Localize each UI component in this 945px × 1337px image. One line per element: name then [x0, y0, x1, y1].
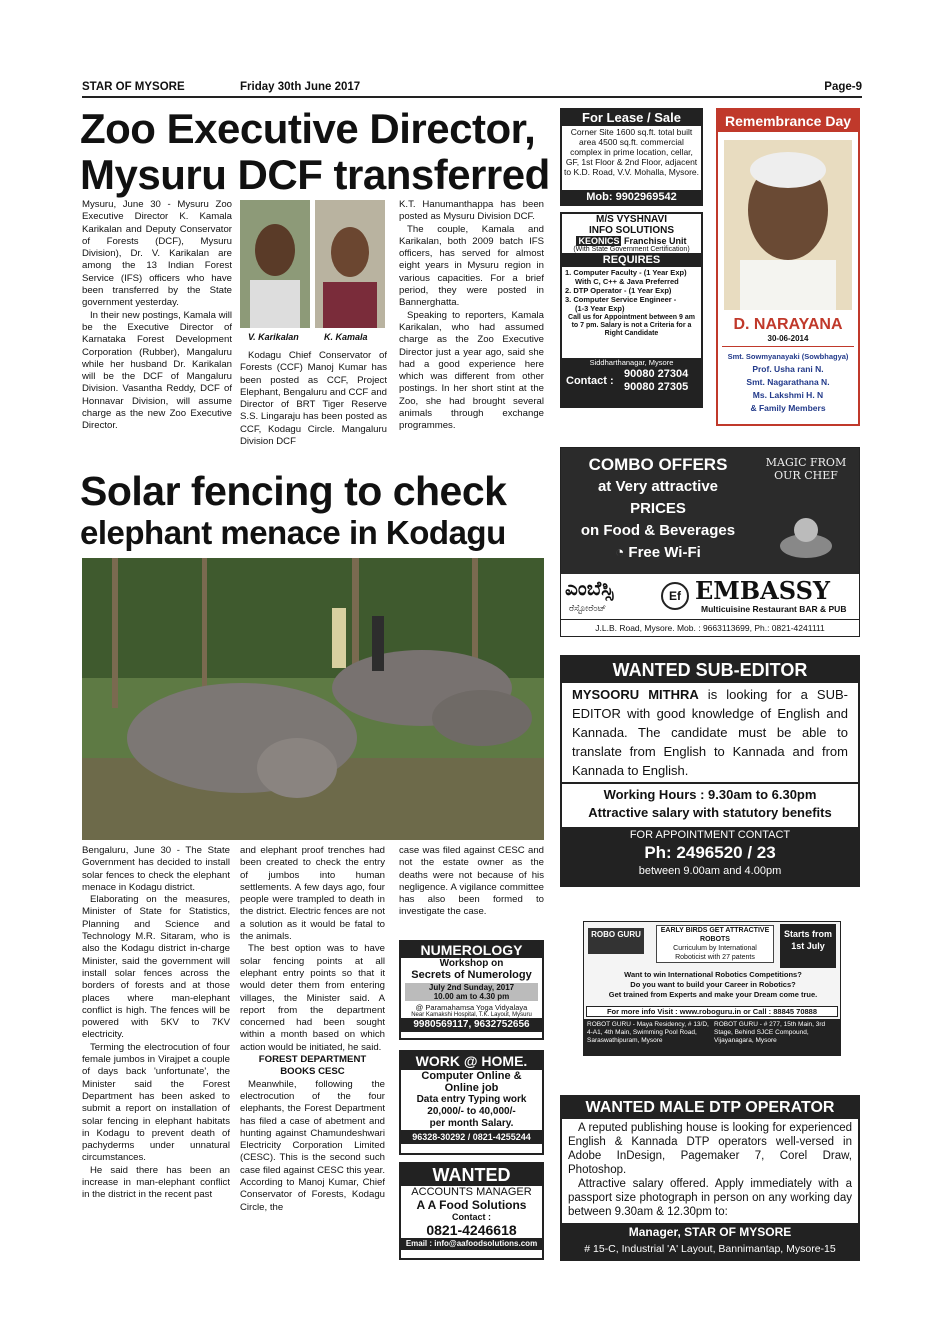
family-member: & Family Members: [750, 403, 826, 413]
headline-line: elephant menace in Kodagu: [80, 514, 506, 551]
ad-text: FOR APPOINTMENT CONTACT: [629, 829, 791, 841]
ad-phone: 90080 27305: [624, 381, 689, 393]
ad-numerology: [399, 940, 544, 1040]
ad-item: 3. Computer Service Engineer -: [565, 295, 677, 304]
ad-text: per month Salary.: [429, 1118, 514, 1129]
ad-text: Get trained from Experts and make your Dream come true.: [608, 990, 818, 999]
ad-title: For Lease / Sale: [562, 110, 701, 126]
family-member: Smt. Nagarathana N.: [746, 377, 830, 387]
ad-title: WANTED MALE DTP OPERATOR: [562, 1097, 858, 1119]
ad-title: WANTED SUB-EDITOR: [562, 657, 858, 683]
ad-work-home: [399, 1050, 544, 1155]
paragraph: Bengaluru, June 30 - The State Government has decided to install solar fences to check the elephant menace in Kodagu district.: [82, 845, 230, 893]
ad-text: MYSOORU MITHRA: [572, 687, 699, 702]
brand-kannada-sub: ರೆಸ್ಟೋರೆಂಟ್: [569, 603, 607, 613]
paragraph: case was filed against CESC and not the estate owner as the deaths were not because of his negligence. A vigilance committee has also been formed to investigate the case.: [399, 845, 544, 918]
paragraph: K.T. Hanumanthappa has been posted as Mysuru Division DCF.: [399, 199, 544, 223]
wifi-icon: ◔: [615, 544, 625, 561]
article1-headline: [80, 106, 550, 198]
ad-text: INFO SOLUTIONS: [589, 225, 674, 236]
paragraph: Mysuru, June 30 - Mysuru Zoo Executive Director K. Kamala Karikalan and Deputy Conservator of Forests (DCF), Mysuru Division), Dr. V. Karikalan are among the 13 Indian Forest Service (IFS) officers who have been transferred by the State government yesterday.: [82, 199, 232, 309]
chef-icon: [776, 508, 836, 563]
start-date-badge: Starts from 1st July: [780, 924, 836, 968]
ad-text: July 2nd Sunday, 2017: [428, 983, 515, 992]
ad-item: (1-3 Year Exp): [575, 304, 625, 313]
ad-item: 1. Computer Faculty - (1 Year Exp): [565, 268, 687, 277]
paragraph: He said there has been an increase in man-elephant conflict in the district in the recent past: [82, 1164, 230, 1201]
chef-slogan: MAGIC FROM OUR CHEF: [765, 456, 847, 482]
ad-text: Attractive salary offered. Apply immediately with a passport size photograph in person on any working day between 9.30am & 12.30pm to:: [568, 1178, 852, 1218]
ad-text: @ Paramahamsa Yoga Vidyalaya: [415, 1003, 528, 1012]
paragraph: Meanwhile, following the electrocution of the four elephants, the Forest Department has filed a case of abetment and hunting against Chamundeshwari Electricity Corporation Limited (CESC). This is the second such case filed against CESC this year. According to Manoj Kumar, Chief Conservator of Forests, Kodagu Circle, the: [240, 1078, 385, 1213]
ad-text: Franchise Unit: [624, 236, 687, 246]
ad-phone: 9980569117, 9632752656: [401, 1018, 542, 1032]
caption: V. Karikalan: [248, 332, 299, 342]
ad-wanted-accounts: [399, 1162, 544, 1260]
ad-phone: Mob: 9902969542: [562, 190, 701, 204]
ad-text: Secrets of Numerology: [411, 969, 532, 981]
ad-text: PRICES: [630, 500, 686, 517]
family-member: Prof. Usha rani N.: [752, 364, 824, 374]
ad-text: Near Kamakshi Hospital, T.K. Layout, Mysuru: [411, 1012, 532, 1018]
brand-kannada: ಎಂಬೆಸ್ಸಿ: [565, 578, 614, 600]
ad-title: Remembrance Day: [718, 110, 858, 132]
ad-title: WORK @ HOME.: [401, 1052, 542, 1070]
ad-title: NUMEROLOGY: [401, 942, 542, 958]
paper-name: STAR OF MYSORE: [82, 81, 185, 93]
subheading: FOREST DEPARTMENT BOOKS CESC: [258, 1054, 367, 1078]
ad-phone: 96328-30292 / 0821-4255244: [401, 1130, 542, 1144]
headline-line: Mysuru DCF transferred: [80, 151, 550, 198]
article2-col3: [399, 845, 544, 930]
ad-web: For more info Visit : www.roboguru.in or Call : 88845 70888: [586, 1006, 838, 1017]
ad-robo-guru: [583, 921, 841, 1056]
ad-text: Contact :: [452, 1212, 491, 1222]
issue-date: Friday 30th June 2017: [240, 81, 361, 93]
ad-address: ROBOT GURU - # 277, 15th Main, 3rd Stage, Behind SJCE Compound, Vijayanagara, Mysore: [714, 1021, 826, 1044]
ad-text: A A Food Solutions: [416, 1198, 527, 1212]
ad-text: A reputed publishing house is looking for experienced English & Kannada DTP operators well-versed in Adobe InDesign, Pagemaker 7, Corel Draw, Photoshop.: [568, 1122, 852, 1176]
ad-dtp-operator: [560, 1095, 860, 1261]
ad-text: Curriculum by International Roboticist with 27 patents: [673, 945, 757, 961]
caption: K. Kamala: [324, 332, 368, 342]
ad-text: (With State Government Certification): [562, 246, 701, 254]
ad-text: Free Wi-Fi: [628, 544, 701, 561]
ad-text: Online job: [444, 1082, 499, 1094]
ad-text: Siddharthanagar, Mysore: [589, 358, 674, 367]
article2-headline: [80, 470, 550, 554]
ad-text: ACCOUNTS MANAGER: [411, 1186, 532, 1198]
ad-title: WANTED: [401, 1164, 542, 1186]
photo-karikalan: [240, 200, 310, 328]
paragraph: In their new postings, Kamala will be the Executive Director of Karnataka Forest Development Corporation (Rubber), Mangaluru while her husband Dr. Karikalan will be the DCF of Mangaluru Division. Vasantha Reddy, DCF of Honnavar Division, will assume charge as the new Zoo Executive Director.: [82, 309, 232, 432]
portrait-photo: [724, 140, 852, 310]
keonics-logo: KEONICS: [578, 236, 620, 246]
ad-title: REQUIRES: [562, 254, 701, 267]
ad-text: Want to win International Robotics Competitions?: [624, 970, 802, 979]
memorial-date: 30-06-2014: [767, 334, 809, 343]
ad-text: EARLY BIRDS GET ATTRACTIVE ROBOTS: [660, 927, 770, 943]
ad-item: 2. DTP Operator - (1 Year Exp): [565, 286, 672, 295]
headline-line: Solar fencing to check: [80, 468, 507, 514]
headline-line: Zoo Executive Director,: [80, 105, 536, 152]
photo-kamala: [315, 200, 385, 328]
ad-text: is looking for a SUB-EDITOR with good knowledge of English and Kannada. The candidate must be able to translate from English to Kannada and from Kannada to English.: [572, 687, 848, 778]
ad-vyshnavi: [560, 212, 703, 408]
deceased-name: D. NARAYANA: [733, 316, 843, 333]
ad-email: Email : info@aafoodsolutions.com: [401, 1238, 542, 1250]
ad-text: between 9.00am and 4.00pm: [638, 865, 782, 877]
ad-text: COMBO OFFERS: [588, 455, 728, 474]
article1-col1: [82, 199, 232, 461]
ad-text: 20,000/- to 40,000/-: [427, 1106, 516, 1117]
ad-text: Do you want to build your Career in Robotics?: [630, 980, 796, 989]
ad-text: Attractive salary with statutory benefits: [588, 805, 832, 820]
page-header: [82, 80, 862, 98]
article1-col3: [399, 199, 544, 461]
page-number: Page-9: [824, 81, 862, 93]
paragraph: Speaking to reporters, Kamala Karikalan, who had assumed charge as the Zoo Executive Director just a year ago, said she had a good experience here which was different from other postings. In her short stint at the Zoo, she had brought several animals through exchange programmes.: [399, 309, 544, 432]
ad-phone: 0821-4246618: [426, 1222, 517, 1238]
ad-text: Corner Site 1600 sq.ft. total built area 4500 sq.ft. commercial complex in prime location, cellar, GF, 1st Floor & 2nd Floor, adjacent to K.D. Road, V.V. Mohalla, Mysore.: [564, 127, 699, 177]
paragraph: and elephant proof trenches had been created to check the entry of jumbos into human settlements. A few days ago, four people were trampled to death in the district. Electric fences are not a solution as it would be fatal to the animals.: [240, 845, 385, 943]
paragraph: Elaborating on the measures, Minister of State for Statistics, Planning and Science and Technology M.R. Sitaram, who is also the Kodagu district in-charge Minister, said the government will install solar fences across the borders of forests and at those places where man-elephant conflict is high. The fences will be powered with 5KV to 7KV electricity.: [82, 894, 230, 1041]
ad-text: Computer Online &: [421, 1070, 522, 1082]
paragraph: The best option was to have solar fencing points at all elephant entry points so that it would deter them from entering villages, the Minister said. A report from the department concerned had been sought within a month based on which action would be initiated, he said.: [240, 943, 385, 1053]
ad-address: # 15-C, Industrial 'A' Layout, Bannimantap, Mysore-15: [584, 1243, 836, 1255]
ad-remembrance: [716, 108, 860, 426]
brand-subtitle: Multicuisine Restaurant BAR & PUB: [701, 604, 847, 614]
family-member: Smt. Sowmyanayaki (Sowbhagya): [727, 352, 849, 361]
article2-col1: [82, 845, 230, 1265]
ad-text: Data entry Typing work: [416, 1094, 527, 1105]
paragraph: The couple, Kamala and Karikalan, both 2009 batch IFS officers, has served for almost eight years in Mysuru region in various capacities. For a brief period, they were posted in Bannerghatta.: [399, 223, 544, 309]
ad-text: Call us for Appointment between 9 am to 7 pm. Salary is not a Criteria for a Right Candidate: [568, 314, 695, 337]
ad-sub-editor: [560, 655, 860, 887]
article1-col2: [240, 350, 387, 462]
ad-text: Workshop on: [439, 958, 504, 969]
ad-text: Manager, STAR OF MYSORE: [628, 1225, 792, 1239]
ad-phone: Ph: 2496520 / 23: [644, 843, 776, 862]
ad-address: J.L.B. Road, Mysore. Mob. : 9663113699, Ph.: 0821-4241111: [561, 619, 859, 637]
elephant-photo: [82, 558, 544, 840]
ad-text: M/S VYSHNAVI: [596, 214, 667, 225]
ad-text: at Very attractive: [597, 478, 719, 495]
robo-guru-logo: ROBO GURU: [588, 928, 644, 954]
paragraph: Kodagu Chief Conservator of Forests (CCF) Manoj Kumar has been posted as CCF, Project Elephant, Bengaluru and CCF and Director of BRT Tiger Reserve S.S. Lingaraju has been posted as CCF, Kodagu Circle. Mangaluru Division DCF: [240, 350, 387, 448]
ad-text: Contact :: [566, 375, 614, 387]
ad-embassy: [560, 447, 860, 637]
brand-name: EMBASSY: [695, 576, 831, 605]
ad-text: Working Hours : 9.30am to 6.30pm: [603, 787, 817, 802]
article2-col2: [240, 845, 385, 1265]
ad-phone: 90080 27304: [624, 368, 689, 380]
ad-item: With C, C++ & Java Preferred: [575, 277, 679, 286]
paragraph: Terming the electrocution of four female jumbos in Virajpet a couple of days back 'unfortunate', the Minister said the Forest Department has been asked to submit a report on installation of solar fencing in elephant habitats in Kodagu to prevent death of pachyderms under unnatural circumstances.: [82, 1041, 230, 1164]
family-member: Ms. Lakshmi H. N: [752, 390, 824, 400]
ad-address: ROBOT GURU - Maya Residency, # 13/D, 4-A1, 4th Main, Swimming Pool Road, Saraswathipuram, Mysore: [587, 1021, 709, 1044]
embassy-logo-icon: Ef: [661, 582, 689, 610]
ad-text: on Food & Beverages: [580, 522, 736, 539]
ad-lease: [560, 108, 703, 206]
ad-text: 10.00 am to 4.30 pm: [433, 992, 510, 1001]
